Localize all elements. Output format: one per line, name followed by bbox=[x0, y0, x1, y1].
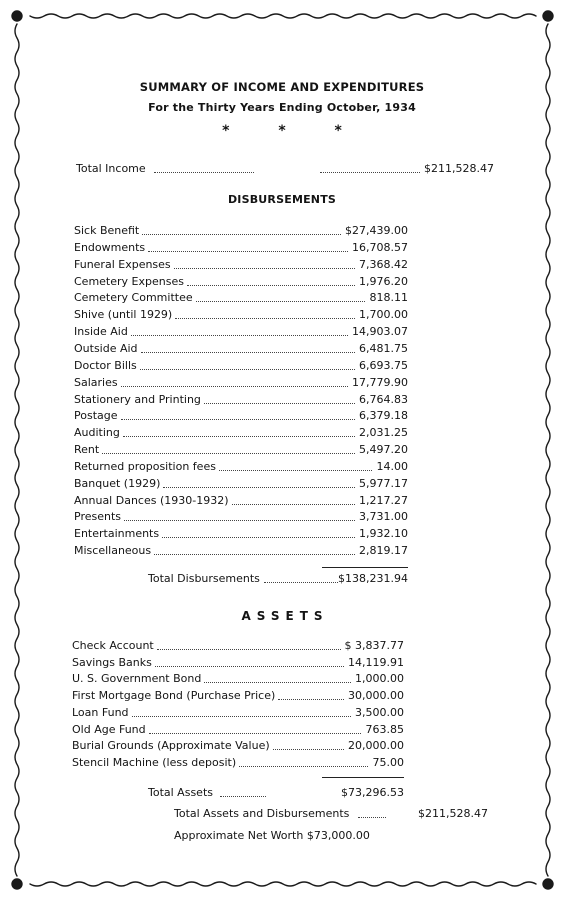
asset-row-label: U. S. Government Bond bbox=[72, 672, 202, 686]
asset-row-label: Old Age Fund bbox=[72, 722, 146, 736]
asset-row-value: 20,000.00 bbox=[348, 739, 404, 753]
leader-dots bbox=[121, 419, 355, 420]
disbursement-row-value: 818.11 bbox=[369, 291, 408, 305]
page-subtitle: For the Thirty Years Ending October, 1934 bbox=[148, 101, 416, 114]
combined-total-row bbox=[174, 807, 488, 823]
disbursement-row-label: Inside Aid bbox=[74, 325, 128, 339]
disbursement-row bbox=[74, 494, 408, 510]
disbursement-row bbox=[74, 544, 408, 560]
disbursement-row-value: 1,932.10 bbox=[359, 527, 408, 541]
leader-dots bbox=[273, 749, 344, 750]
disbursement-row bbox=[74, 342, 408, 358]
disbursement-row bbox=[74, 460, 408, 476]
disbursement-row-value: 1,976.20 bbox=[359, 274, 408, 288]
leader-dots bbox=[121, 386, 348, 387]
leader-dots bbox=[219, 470, 372, 471]
leader-dots bbox=[320, 172, 420, 173]
disbursement-row bbox=[74, 426, 408, 442]
asset-row bbox=[72, 706, 404, 722]
asset-row-value: 75.00 bbox=[372, 755, 404, 769]
disbursement-row-value: 5,977.17 bbox=[359, 476, 408, 490]
disbursement-row-label: Cemetery Committee bbox=[74, 291, 193, 305]
disbursement-row-label: Stationery and Printing bbox=[74, 392, 201, 406]
disbursement-row-label: Rent bbox=[74, 443, 100, 457]
disbursement-row-label: Auditing bbox=[74, 426, 120, 440]
leader-dots bbox=[220, 796, 266, 797]
total-assets-row bbox=[148, 786, 404, 802]
leader-dots bbox=[157, 649, 341, 650]
leader-dots bbox=[123, 436, 355, 437]
total-income-value: $211,528.47 bbox=[424, 162, 494, 175]
assets-heading: ASSETS bbox=[241, 609, 329, 623]
total-rule bbox=[322, 567, 408, 568]
disbursement-row bbox=[74, 393, 408, 409]
asset-row bbox=[72, 739, 404, 755]
disbursement-row bbox=[74, 527, 408, 543]
total-assets-value: $73,296.53 bbox=[341, 786, 404, 799]
leader-dots bbox=[154, 554, 355, 555]
combined-total-value: $211,528.47 bbox=[418, 807, 488, 820]
leader-dots bbox=[175, 318, 355, 319]
disbursement-row bbox=[74, 409, 408, 425]
disbursement-row-value: 3,731.00 bbox=[359, 510, 408, 524]
asset-row-value: 3,500.00 bbox=[355, 705, 404, 719]
disbursement-row bbox=[74, 275, 408, 291]
leader-dots bbox=[239, 766, 368, 767]
leader-dots bbox=[149, 733, 361, 734]
asset-row-label: Check Account bbox=[72, 639, 154, 652]
leader-dots bbox=[155, 666, 344, 667]
disbursement-row-label: Endowments bbox=[74, 240, 146, 254]
leader-dots bbox=[187, 285, 355, 286]
disbursement-row-label: Entertainments bbox=[74, 527, 160, 541]
disbursement-row-label: Annual Dances (1930-1932) bbox=[74, 493, 229, 507]
leader-dots bbox=[204, 403, 355, 404]
leader-dots bbox=[163, 487, 355, 488]
asset-row bbox=[72, 656, 404, 672]
disbursement-row-label: Funeral Expenses bbox=[74, 257, 171, 271]
leader-dots bbox=[196, 301, 365, 302]
disbursement-row bbox=[74, 241, 408, 257]
disbursement-row bbox=[74, 477, 408, 493]
leader-dots bbox=[131, 335, 348, 336]
disbursement-row bbox=[74, 258, 408, 274]
leader-dots bbox=[132, 716, 351, 717]
disbursement-row-value: 6,693.75 bbox=[359, 358, 408, 372]
asset-row bbox=[72, 689, 404, 705]
disbursement-row-label: Postage bbox=[74, 409, 118, 423]
disbursement-row-value: 17,779.90 bbox=[352, 375, 408, 389]
asset-row-label: Burial Grounds (Approximate Value) bbox=[72, 739, 270, 753]
disbursement-row-value: 2,031.25 bbox=[359, 426, 408, 440]
disbursement-row-value: 2,819.17 bbox=[359, 544, 408, 558]
disbursement-row bbox=[74, 376, 408, 392]
asset-row-value: 14,119.91 bbox=[348, 655, 404, 669]
leader-dots bbox=[204, 682, 351, 683]
total-income-label: Total Income bbox=[76, 162, 146, 175]
leader-dots bbox=[162, 537, 355, 538]
total-assets-label: Total Assets bbox=[148, 786, 213, 799]
leader-dots bbox=[124, 520, 355, 521]
disbursement-row bbox=[74, 510, 408, 526]
disbursement-row-label: Miscellaneous bbox=[74, 544, 152, 558]
disbursement-row bbox=[74, 224, 408, 240]
disbursement-row-value: 5,497.20 bbox=[359, 443, 408, 457]
disbursements-heading: DISBURSEMENTS bbox=[227, 193, 337, 206]
leader-dots bbox=[148, 251, 348, 252]
disbursement-row-label: Cemetery Expenses bbox=[74, 274, 184, 288]
disbursement-row-label: Returned proposition fees bbox=[74, 459, 216, 473]
leader-dots bbox=[264, 582, 338, 583]
asset-row-value: $ 3,837.77 bbox=[344, 639, 404, 652]
disbursement-row-label: Doctor Bills bbox=[74, 358, 137, 372]
separator-stars: * * * bbox=[222, 123, 364, 139]
total-income-row bbox=[76, 162, 494, 178]
asset-row-value: 30,000.00 bbox=[348, 689, 404, 703]
leader-dots bbox=[232, 504, 355, 505]
disbursement-row-value: 1,700.00 bbox=[359, 308, 408, 322]
total-disbursements-value: $138,231.94 bbox=[338, 572, 408, 585]
disbursement-row-label: Shive (until 1929) bbox=[74, 308, 173, 322]
asset-row-value: 1,000.00 bbox=[355, 672, 404, 686]
disbursement-row-value: $27,439.00 bbox=[345, 224, 408, 237]
leader-dots bbox=[358, 817, 386, 818]
asset-row-label: Savings Banks bbox=[72, 655, 152, 669]
disbursement-row-label: Salaries bbox=[74, 375, 118, 389]
disbursement-row bbox=[74, 325, 408, 341]
asset-row bbox=[72, 723, 404, 739]
disbursement-row-value: 6,481.75 bbox=[359, 341, 408, 355]
disbursement-row bbox=[74, 359, 408, 375]
net-worth-line: Approximate Net Worth $73,000.00 bbox=[174, 829, 370, 842]
asset-row bbox=[72, 756, 404, 772]
leader-dots bbox=[174, 268, 355, 269]
disbursement-row-value: 6,764.83 bbox=[359, 392, 408, 406]
disbursement-row-value: 14.00 bbox=[376, 459, 408, 473]
disbursement-row-value: 16,708.57 bbox=[352, 240, 408, 254]
leader-dots bbox=[154, 172, 254, 173]
leader-dots bbox=[142, 234, 341, 235]
leader-dots bbox=[102, 453, 355, 454]
page-title: SUMMARY OF INCOME AND EXPENDITURES bbox=[139, 80, 425, 94]
total-rule bbox=[322, 777, 404, 778]
combined-total-label: Total Assets and Disbursements bbox=[174, 807, 350, 820]
disbursement-row-label: Presents bbox=[74, 510, 122, 524]
leader-dots bbox=[278, 699, 344, 700]
leader-dots bbox=[140, 369, 355, 370]
disbursement-row bbox=[74, 291, 408, 307]
disbursement-row-value: 7,368.42 bbox=[359, 257, 408, 271]
disbursement-row-label: Outside Aid bbox=[74, 341, 138, 355]
asset-row bbox=[72, 639, 404, 655]
disbursement-row-value: 1,217.27 bbox=[359, 493, 408, 507]
asset-row-label: First Mortgage Bond (Purchase Price) bbox=[72, 689, 276, 703]
asset-row bbox=[72, 672, 404, 688]
total-disbursements-label: Total Disbursements bbox=[148, 572, 260, 585]
disbursement-row-value: 14,903.07 bbox=[352, 325, 408, 339]
asset-row-value: 763.85 bbox=[365, 722, 404, 736]
disbursement-row bbox=[74, 308, 408, 324]
disbursement-row-value: 6,379.18 bbox=[359, 409, 408, 423]
asset-row-label: Loan Fund bbox=[72, 705, 129, 719]
disbursement-row-label: Banquet (1929) bbox=[74, 476, 161, 490]
asset-row-label: Stencil Machine (less deposit) bbox=[72, 755, 237, 769]
disbursement-row-label: Sick Benefit bbox=[74, 224, 140, 237]
total-disbursements-row bbox=[148, 572, 408, 588]
disbursement-row bbox=[74, 443, 408, 459]
leader-dots bbox=[141, 352, 355, 353]
